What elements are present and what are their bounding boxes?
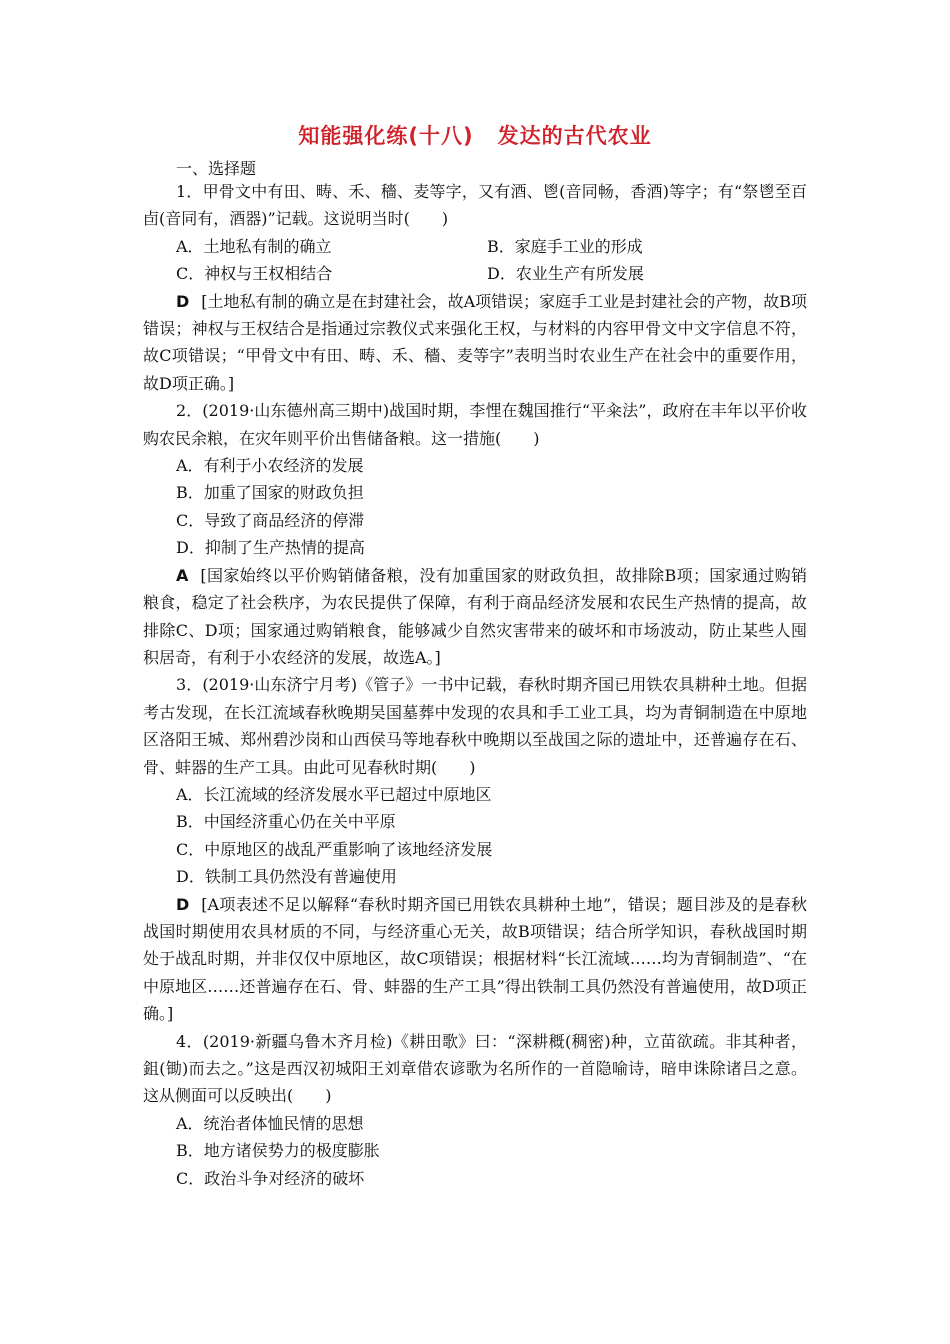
question-3-explanation: [143, 891, 807, 1028]
page-title: [0, 120, 950, 150]
question-1-option-c: C．神权与王权相结合: [176, 264, 333, 284]
question-2-answer: A: [176, 565, 189, 585]
question-2-stem: 2．(2019·山东德州高三期中)战国时期，李悝在魏国推行“平籴法”，政府在丰年以平价收购农民余粮，在灾年则平价出售储备粮。这一措施( ): [143, 401, 807, 448]
question-3-stem: 3．(2019·山东济宁月考)《管子》一书中记载，春秋时期齐国已用铁农具耕种土地。但据考古发现，在长江流域春秋晚期吴国墓葬中发现的农具和手工业工具，均为青铜制造在中原地区洛阳王城、郑州碧沙岗和山西侯马等地春秋中晚期以至战国之际的遗址中，还普遍存在石、骨、蚌器的生产工具。由此可见春秋时期( ): [143, 675, 807, 777]
question-1-options-row-1: [143, 233, 807, 260]
question-2-option-d: D．抑制了生产热情的提高: [176, 538, 365, 558]
question-1-answer: D: [176, 291, 190, 311]
question-4-option-c: C．政治斗争对经济的破坏: [176, 1168, 365, 1188]
title-sub: 发达的古代农业: [497, 124, 652, 148]
question-1-explanation-text: [土地私有制的确立是在封建社会，故A项错误；家庭手工业是封建社会的产物，故B项错误；神权与王权结合是指通过宗教仪式来强化王权，与材料的内容甲骨文中文字信息不符，故C项错误；“甲骨文中有田、畴、禾、穡、麦等字”表明当时农业生产在社会中的重要作用，故D项正确。]: [143, 291, 807, 393]
question-4-option-a: A．统治者体恤民情的思想: [176, 1113, 364, 1133]
question-1-option-b: B．家庭手工业的形成: [487, 236, 643, 256]
question-1-explanation: [143, 288, 807, 398]
title-main: 知能强化练(十八): [298, 124, 474, 148]
question-3-option-d: D．铁制工具仍然没有普遍使用: [176, 867, 397, 887]
question-2-option-c: C．导致了商品经济的停滞: [176, 510, 365, 530]
question-list: [143, 178, 807, 1192]
question-1-option-a: A．土地私有制的确立: [176, 236, 332, 256]
question-4-stem: 4．(2019·新疆乌鲁木齐月检)《耕田歌》曰：“深耕穊(稠密)种，立苗欲疏。非其种者，鉏(锄)而去之。”这是西汉初城阳王刘章借农谚歌为名所作的一首隐喻诗，暗申诛除诸吕之意。这从侧面可以反映出( ): [143, 1031, 807, 1106]
question-1-stem: 1．甲骨文中有田、畴、禾、穡、麦等字，又有酒、鬯(音同畅，香酒)等字；有“祭鬯至百卣(音同有，酒器)”记载。这说明当时( ): [143, 182, 807, 229]
question-2-option-a: A．有利于小农经济的发展: [176, 456, 364, 476]
question-3-explanation-text: [A项表述不足以解释“春秋时期齐国已用铁农具耕种土地”，错误；题目涉及的是春秋战国时期使用农具材质的不同，与经济重心无关，故B项错误；结合所学知识，春秋战国时期处于战乱时期，并非仅仅中原地区，故C项错误；根据材料“长江流域……均为青铜制造”、“在中原地区……还普遍存在石、骨、蚌器的生产工具”得出铁制工具仍然没有普遍使用，故D项正确。]: [143, 894, 807, 1024]
question-2-explanation-text: [国家始终以平价购销储备粮，没有加重国家的财政负担，故排除B项；国家通过购销粮食，稳定了社会秩序，为农民提供了保障，有利于商品经济发展和农民生产热情的提高，故排除C、D项；国家通过购销粮食，能够减少自然灾害带来的破坏和市场波动，防止某些人囤积居奇，有利于小农经济的发展，故选A。]: [143, 565, 807, 667]
question-2-option-b: B．加重了国家的财政负担: [176, 483, 364, 503]
section-heading: 一、选择题: [176, 159, 257, 178]
question-4-option-b: B．地方诸侯势力的极度膨胀: [176, 1141, 380, 1161]
question-1-option-d: D．农业生产有所发展: [487, 264, 644, 284]
question-3-option-a: A．长江流域的经济发展水平已超过中原地区: [176, 784, 492, 804]
question-1-options-row-2: [143, 260, 807, 287]
question-3-option-b: B．中国经济重心仍在关中平原: [176, 812, 396, 832]
question-2-explanation: [143, 562, 807, 672]
question-3-option-c: C．中原地区的战乱严重影响了该地经济发展: [176, 839, 493, 859]
question-3-answer: D: [176, 894, 190, 914]
